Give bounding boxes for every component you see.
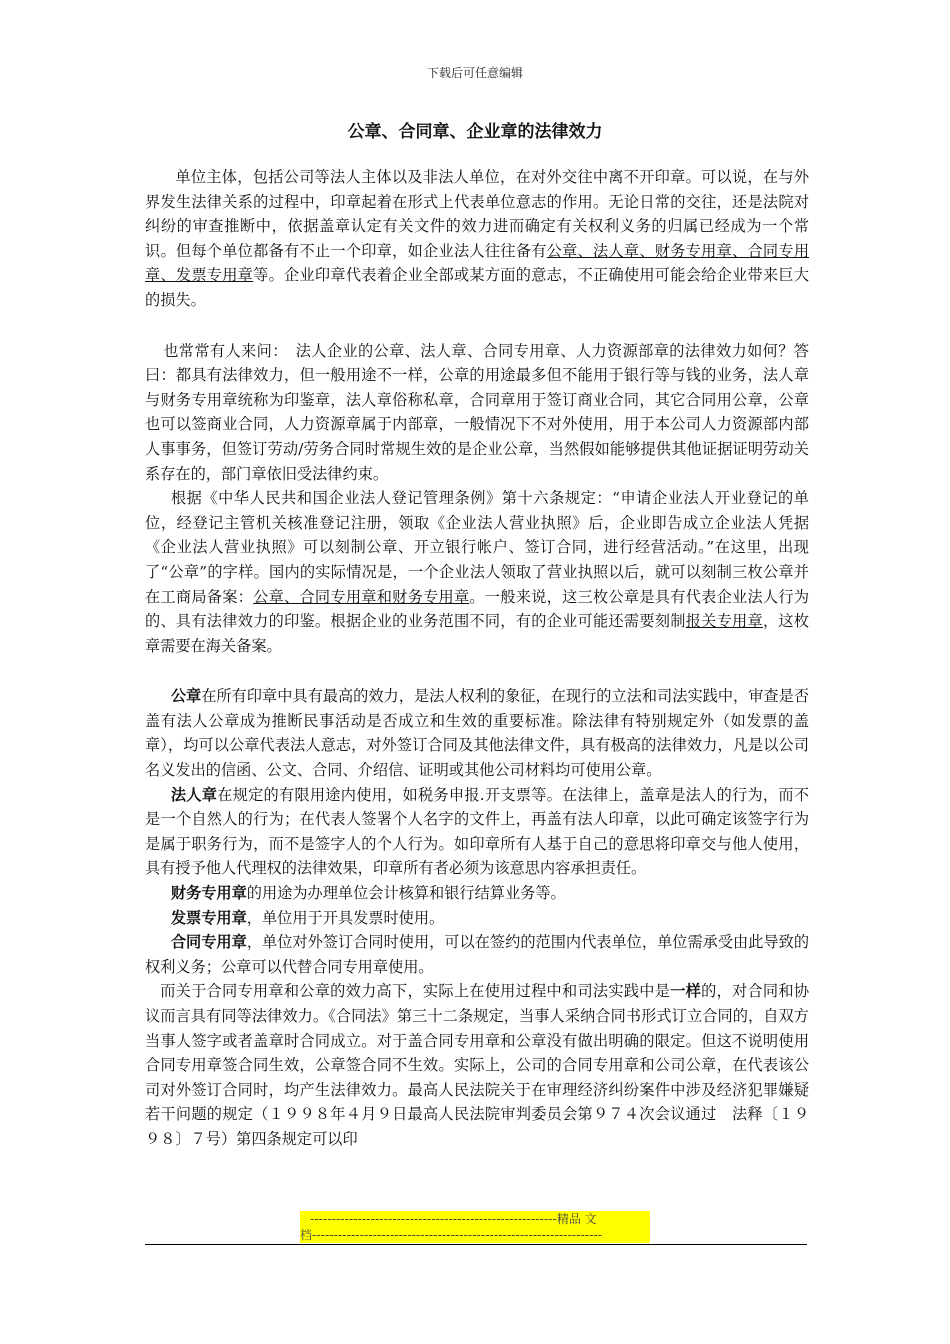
paragraph-invoice-seal: [145, 906, 809, 931]
term-legal-rep-seal: 法人章: [170, 785, 218, 804]
footer-line-2: 档-------------------------------------------------------------------: [300, 1228, 603, 1242]
text-run: 在规定的有限用途内使用，如税务申报.开支票等。在法律上，盖章是法人的行为，而不是一个自然人的行为；在代表人签署个人名字的文件上，再盖有法人印章，以此可确定该签字行为是属于职务行为，而不是签字人的个人行为。如印章所有人基于自己的意思将印章交与他人使用，具有授予他人代理权的法律效果，印章所有者必须为该意思内容承担责任。: [145, 785, 810, 878]
text-run: 等。企业印章代表着企业全部或某方面的意志，不正确使用可能会给企业带来巨大的损失。: [145, 266, 810, 309]
underlined-text: 公章、法人章、财务专用章、合同专用章、发票专用章: [145, 241, 810, 285]
underlined-text: 公章、合同专用章和财务专用章: [253, 587, 470, 606]
paragraph-regulation: [145, 486, 809, 658]
text-run: 。一般来说，这三枚公章是具有代表企业法人行为的、具有法律效力的印鉴。根据企业的业务范围不同，有的企业可能还需要刻制: [145, 587, 810, 631]
document-body: [145, 165, 809, 1152]
text-run: 在所有印章中具有最高的效力，是法人权利的象征，在现行的立法和司法实践中，审查是否盖有法人公章成为推断民事活动是否成立和生效的重要标准。除法律有特别规定外（如发票的盖章），均可以公章代表法人意志，对外签订合同及其他法律文件，具有极高的法律效力，凡是以公司名义发出的信函、公文、合同、介绍信、证明或其他公司材料均可使用公章。: [145, 687, 810, 780]
text-run: 的用途为办理单位会计核算和银行结算业务等。: [246, 884, 566, 903]
term-contract-seal: 合同专用章: [170, 933, 247, 952]
text-run: 单位主体，包括公司等法人主体以及非法人单位，在对外交往中离不开印章。可以说，在与外界发生法律关系的过程中，印章起着在形式上代表单位意志的作用。无论日常的交往，还是法院对纠纷的审查推断中，依据盖章认定有关文件的效力进而确定有关权利义务的归属已经成为一个常识。但每个单位都备有不止一个印章，如企业法人往往备有: [145, 168, 809, 260]
header-note: 下载后可任意编辑: [426, 66, 523, 80]
text-run: 根据《中华人民共和国企业法人登记管理条例》第十六条规定：“申请企业法人开业登记的单位，经登记主管机关核准登记注册，领取《企业法人营业执照》后，企业即告成立企业法人凭据《企业法人营业执照》可以刻制公章、开立银行帐户、签订合同，进行经营活动。”在这里，出现了“公章”的字样。国内的实际情况是，一个企业法人领取了营业执照以后，就可以刻制三枚公章并在工商局备案：: [145, 489, 809, 606]
term-invoice-seal: 发票专用章: [170, 908, 247, 927]
text-run: 的，对合同和协议而言具有同等法律效力。《合同法》第三十二条规定，当事人采纳合同书形式订立合同的，自双方当事人签字或者盖章时合同成立。对于盖合同专用章和公章没有做出明确的限定。但这不说明使用合同专用章签合同生效，公章签合同不生效。实际上，公司的合同专用章和公司公章，在代表该公司对外签订合同时，均产生法律效力。最高人民法院关于在审理经济纠纷案件中涉及经济犯罪嫌疑若干问题的规定（１９９８年４月９日最高人民法院审判委员会第９７４次会议通过 法释〔１９９８〕７号）第四条规定可以印: [145, 982, 810, 1148]
text-run: 也常常有人来问： 法人企业的公章、法人章、合同专用章、人力资源部章的法律效力如何？答曰：都具有法律效力，但一般用途不一样，公章的用途最多但不能用于银行等与钱的业务，法人章与财务专用章统称为印鉴章，法人章俗称私章，合同章用于签订商业合同，其它合同用公章，公章也可以签商业合同，人力资源章属于内部章，一般情况下不对外使用，用于本公司人力资源部内部人事事务，但签订劳动/劳务合同时常规生效的是企业公章，当然假如能够提供其他证据证明劳动关系存在的，部门章依旧受法律约束。: [145, 341, 809, 483]
underlined-text: 报关专用章: [685, 612, 763, 631]
paragraph-contract-seal: [145, 930, 809, 979]
paragraph-official-seal: [145, 684, 809, 782]
bold-text: 一样: [670, 982, 702, 1001]
term-finance-seal: 财务专用章: [170, 884, 247, 903]
footer-rule: [145, 1244, 807, 1245]
paragraph-comparison: [145, 979, 809, 1151]
paragraph-legal-rep-seal: [145, 783, 809, 881]
text-run: ，单位对外签订合同时使用，可以在签约的范围内代表单位，单位需承受由此导致的权利义务；公章可以代替合同专用章使用。: [145, 933, 810, 976]
footer-watermark-band: [300, 1211, 650, 1243]
paragraph-finance-seal: [145, 881, 809, 906]
paragraph-qa: [145, 339, 809, 487]
footer-line-1: ---------------------------------------------------------精品 文: [310, 1212, 597, 1226]
text-run: 而关于合同专用章和公章的效力高下，实际上在使用过程中和司法实践中是: [160, 982, 671, 1001]
text-run: ，这枚章需要在海关备案。: [145, 612, 810, 655]
document-title: 公章、合同章、企业章的法律效力: [347, 122, 603, 142]
text-run: ，单位用于开具发票时使用。: [246, 908, 445, 927]
term-official-seal: 公章: [170, 687, 202, 706]
paragraph-intro: [145, 165, 809, 313]
